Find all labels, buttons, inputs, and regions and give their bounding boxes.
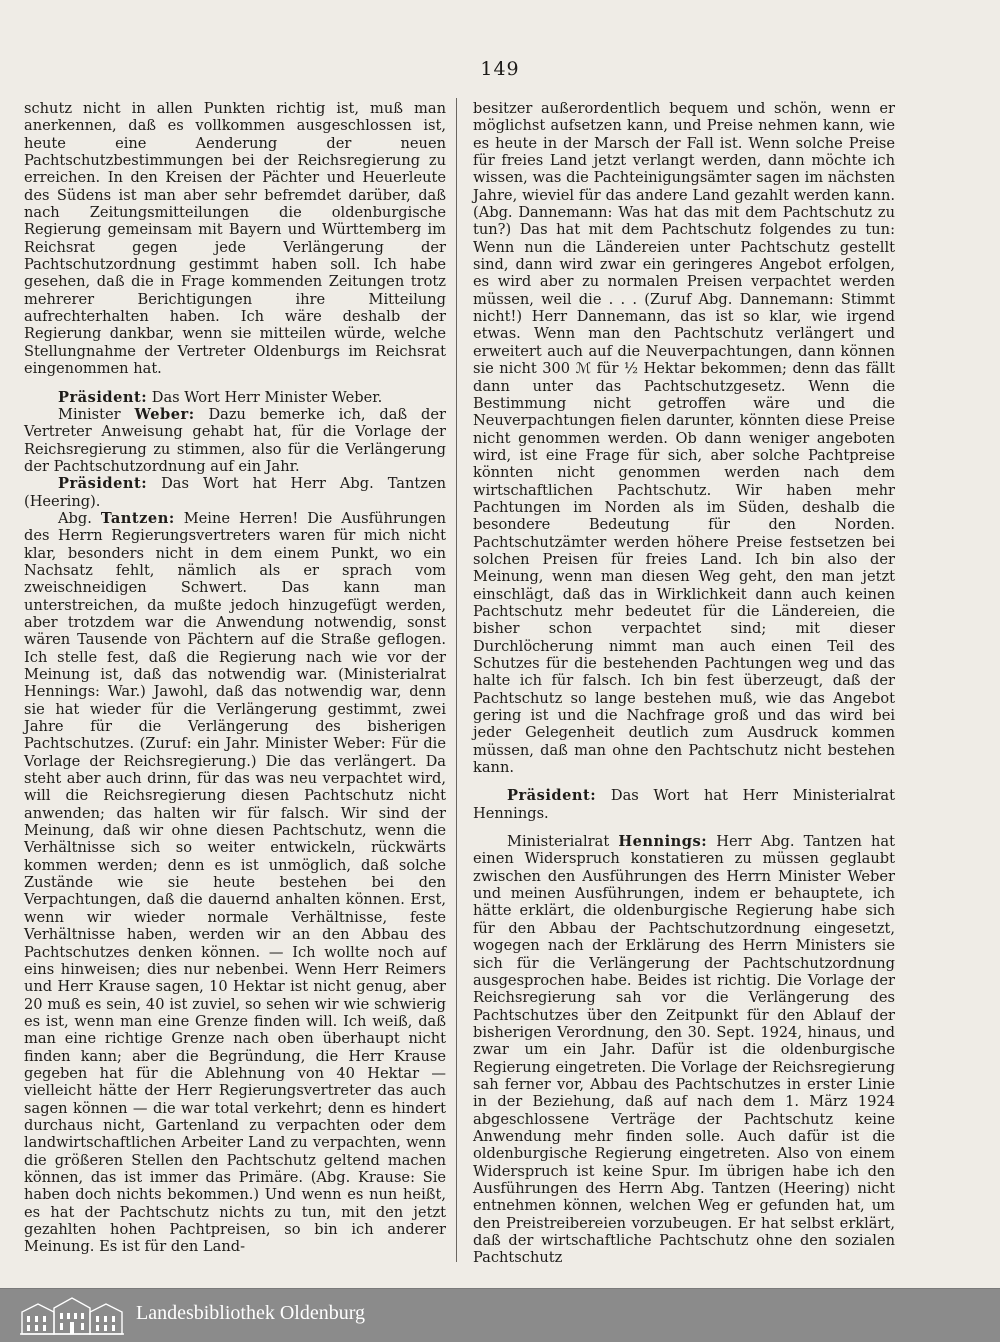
paragraph [24,406,446,475]
speaker-label: Weber: [134,405,195,423]
paragraph-text: Das Wort hat Herr Ministerialrat Hennings. [473,787,895,822]
right-column [473,100,895,1267]
paragraph [24,510,446,1256]
paragraph-text: Dazu bemerke ich, daß der Vertreter Anweisung gehabt hat, für die Vorlage der Reichsregierung zu stimmen, also für die Verlängerung der Pachtschutzordnung auf ein Jahr. [24,405,446,475]
library-name: Landesbibliothek Oldenburg [136,1302,366,1324]
paragraph [24,100,446,378]
speaker-label: Präsident: [507,787,597,805]
speaker-label: Hennings: [618,833,708,851]
speaker-label: Präsident: [58,475,148,493]
speaker-prefix: Minister [58,405,135,423]
paragraph [24,475,446,510]
paragraph [473,833,895,1267]
column-divider [456,98,457,1262]
paragraph [473,787,895,822]
left-column [24,100,446,1256]
page-number: 149 [480,58,520,80]
speaker-prefix: Abg. [58,509,101,527]
paragraph [473,100,895,776]
speaker-label: Präsident: [58,388,148,406]
speaker-prefix: Ministerialrat [507,833,619,851]
library-building-icon [18,1294,126,1336]
paragraph [24,389,446,406]
paragraph-text: Herr Abg. Tantzen hat einen Widerspruch konstatieren zu müssen geglaubt zwischen den Ausführungen des Herrn Minister Weber und meinen Ausführungen, indem er behauptete, ich hätte erklärt, die oldenburgische Regierung habe sich für den Abbau der Pachtschutzordnung eingesetzt, wogegen nach der Erklärung des Herrn Ministers sie sich für die Verlängerung der Pachtschutzordnung ausgesprochen habe. Beides ist richtig. Die Vorlage der Reichsregierung sah vor die Verlängerung des Pachtschutzes über den Zeitpunkt für den Ablauf der bisherigen Verordnung, den 30. Sept. 1924, hinaus, und zwar um ein Jahr. Dafür ist die oldenburgische Regierung eingetreten. Die Vorlage der Reichsregierung sah ferner vor, Abbau des Pachtschutzes in erster Linie in der Beziehung, daß auf nach dem 1. März 1924 abgeschlossene Verträge der Pachtschutz keine Anwendung mehr finden solle. Auch dafür ist die oldenburgische Regierung eingetreten. Also von einem Widerspruch ist keine Spur. Im übrigen habe ich den Ausführungen des Herrn Abg. Tantzen (Heering) nicht entnehmen können, welchen Weg er gefunden hat, um den Preistreibereien vorzubeugen. Er hat selbst erklärt, daß der wirtschaftliche Pachtschutz ohne den sozialen Pachtschutz [473,833,895,1267]
paragraph-text: Das Wort Herr Minister Weber. [147,388,383,406]
library-footer [0,1288,1000,1342]
paragraph-text: schutz nicht in allen Punkten richtig ist, muß man anerkennen, daß es vollkommen ausgeschlossen ist, heute eine Aenderung der neuen Pachtschutzbestimmungen bei der Reichsregierung zu erreichen. In den Kreisen der Pächter und Heuerleute des Südens ist man aber sehr befremdet darüber, daß nach Zeitungsmitteilungen die oldenburgische Regierung gemeinsam mit Bayern und Württemberg im Reichsrat gegen jede Verlängerung der Pachtschutzordnung gestimmt haben soll. Ich habe gesehen, daß die in Frage kommenden Zeitungen trotz mehrerer Berichtigungen ihre Mitteilung aufrechterhalten haben. Ich wäre deshalb der Regierung dankbar, wenn sie mitteilen würde, welche Stellungnahme der Vertreter Oldenburgs im Reichsrat eingenommen hat. [24,100,446,378]
paragraph-text: Meine Herren! Die Ausführungen des Herrn Regierungsvertreters waren für mich nicht klar, besonders nicht in dem einem Punkt, wo ein Nachsatz fehlt, nämlich als er sprach vom zweischneidigen Schwert. Das kann man unterstreichen, da mußte jedoch hinzugefügt werden, aber trotzdem war die Anwendung notwendig, sonst wären Tausende von Pächtern auf die Straße geflogen. Ich stelle fest, daß die Regierung nach wie vor der Meinung ist, daß das notwendig war. (Ministerialrat Hennings: War.) Jawohl, daß das notwendig war, denn sie hat wieder für die Verlängerung gestimmt, zwei Jahre für die Verlängerung des bisherigen Pachtschutzes. (Zuruf: ein Jahr. Minister Weber: Für die Vorlage der Reichsregierung.) Die das verlängert. Da steht aber auch drinn, für das was neu verpachtet wird, will die Reichsregierung diesen Pachtschutz nicht anwenden; das halten wir für falsch. Wir sind der Meinung, daß wir ohne diesen Pachtschutz, wenn die Verhältnisse sich so weiter entwickeln, rückwärts kommen werden; denn es ist unmöglich, daß solche Zustände wie sie heute bestehen bei den Verpachtungen, daß die dauernd anhalten können. Erst, wenn wir wieder normale Verhältnisse, feste Verhältnisse haben, werden wir an den Abbau des Pachtschutzes denken können. — Ich wollte noch auf eins hinweisen; dies nur nebenbei. Wenn Herr Reimers und Herr Krause sagen, 10 Hektar ist nicht genug, aber 20 muß es sein, 40 ist zuviel, so sehen wir wie schwierig es ist, wenn man eine Grenze finden will. Ich weiß, daß man eine richtige Grenze nach oben überhaupt nicht finden kann; aber die Begründung, die Herr Krause gegeben hat für die Ablehnung von 40 Hektar — vielleicht hätte der Herr Regierungsvertreter das auch sagen können — die war total verkehrt; denn es hindert durchaus nicht, Gartenland zu verpachten oder dem landwirtschaftlichen Arbeiter Land zu verpachten, wenn die größeren Stellen den Pachtschutz geltend machen können, das ist immer das Primäre. (Abg. Krause: Sie haben doch nichts bekommen.) Und wenn es nun heißt, es hat der Pachtschutz nichts zu tun, mit den jetzt gezahlten hohen Pachtpreisen, so bin ich anderer Meinung. Es ist für den Land- [24,509,446,1256]
paragraph-text: Das Wort hat Herr Abg. Tantzen (Heering). [24,475,446,510]
speaker-label: Tantzen: [100,509,175,527]
paragraph-text: besitzer außerordentlich bequem und schön, wenn er möglichst aufsetzen kann, und Preise nehmen kann, wie es heute in der Marsch der Fall ist. Wenn solche Preise für freies Land jetzt verlangt werden, dann möchte ich wissen, was die Pachteinigungsämter sagen im nächsten Jahre, wieviel für das andere Land gezahlt werden kann. (Abg. Dannemann: Was hat das mit dem Pachtschutz zu tun?) Das hat mit dem Pachtschutz folgendes zu tun: Wenn nun die Ländereien unter Pachtschutz gestellt sind, dann wird zwar ein geringeres Angebot erfolgen, es wird aber zu normalen Preisen verpachtet werden müssen, weil die . . . (Zuruf Abg. Dannemann: Stimmt nicht!) Herr Dannemann, das ist so klar, wie irgend etwas. Wenn man den Pachtschutz verlängert und erweitert auch auf die Neuverpachtungen, dann können sie nicht 300 ℳ für ½ Hektar bekommen; denn das fällt dann unter das Pachtschutzgesetz. Wenn die Bestimmung nicht getroffen wäre und die Neuverpachtungen fielen darunter, könnten diese Preise nicht genommen werden. Ob dann weniger angeboten wird, ist eine Frage für sich, aber solche Pachtpreise könnten nicht genommen werden nach dem wirtschaftlichen Pachtschutz. Wir haben mehr Pachtungen im Norden als im Süden, deshalb die besondere Bedeutung für den Norden. Pachtschutzämter werden höhere Preise festsetzen bei solchen Preisen für freies Land. Ich bin also der Meinung, wenn man diesen Weg geht, den man jetzt einschlägt, daß das in Wirklichkeit dann auch keinen Pachtschutz mehr bedeutet für die Ländereien, die bisher schon verpachtet sind; mit dieser Durchlöcherung nimmt man auch einen Teil des Schutzes für die bestehenden Pachtungen weg und das halte ich für falsch. Ich bin fest überzeugt, daß der Pachtschutz so lange bestehen muß, wie das Angebot gering ist und die Nachfrage groß und das wird bei jeder Gelegenheit deutlich zum Ausdruck kommen müssen, daß man ohne den Pachtschutz nicht bestehen kann. [473,100,895,777]
